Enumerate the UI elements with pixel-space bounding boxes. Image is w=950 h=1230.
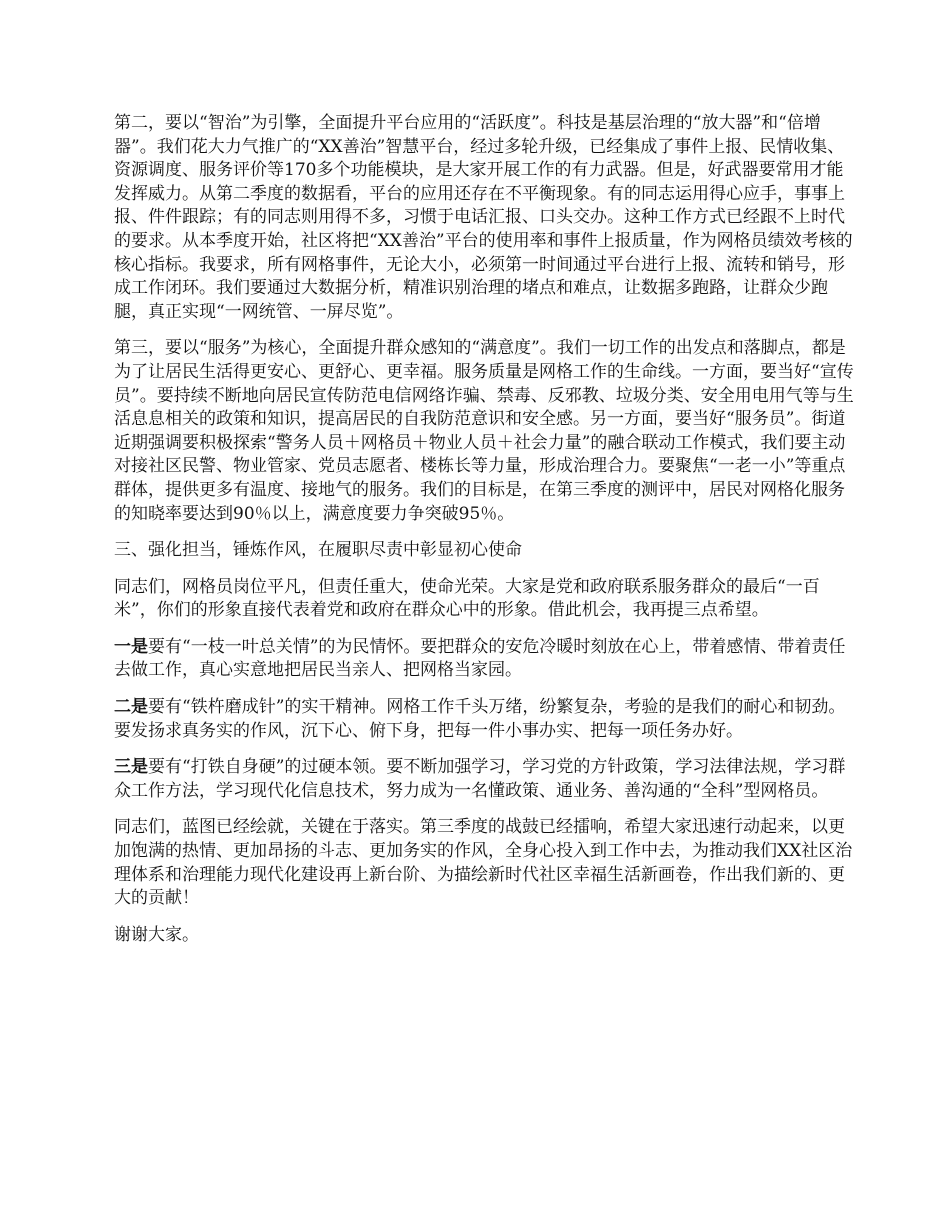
lead-label-one: 一是 <box>114 636 148 657</box>
paragraph-thanks: 谢谢大家。 <box>114 924 199 945</box>
paragraph-closing: 同志们，蓝图已经绘就，关键在于落实。第三季度的战鼓已经擂响，希望大家迅速行动起来，以更加饱满的热情、更加昂扬的斗志、更加务实的作风，全身心投入到工作中去，为推动我们XX社区治理体系和治理能力现代化建设再上新台阶、为描绘新时代社区幸福生活新画卷，作出我们新的、更大的贡献！ <box>114 817 853 909</box>
lead-label-three: 三是 <box>114 757 148 778</box>
paragraph-hope-two <box>114 696 854 743</box>
paragraph-hope-three-text: 要有“打铁自身硬”的过硬本领。要不断加强学习，学习党的方针政策，学习法律法规，学习群众工作方法，学习现代化信息技术，努力成为一名懂政策、通业务、善沟通的“全科”型网格员。 <box>114 757 846 801</box>
paragraph-hope-one-text: 要有“一枝一叶总关情”的为民情怀。要把群众的安危冷暖时刻放在心上，带着感情、带着责任去做工作，真心实意地把居民当亲人、把网格当家园。 <box>114 636 846 681</box>
paragraph-smart-governance: 第二，要以“智治”为引擎，全面提升平台应用的“活跃度”。科技是基层治理的“放大器”和“倍增器”。我们花大力气推广的“XX善治”智慧平台，经过多轮升级，已经集成了事件上报、民情收集、资源调度、服务评价等170多个功能模块，是大家开展工作的有力武器。但是，好武器要常用才能发挥威力。从第二季度的数据看，平台的应用还存在不平衡现象。有的同志运用得心应手，事事上报、件件跟踪；有的同志则用得不多，习惯于电话汇报、口头交办。这种工作方式已经跟不上时代的要求。从本季度开始，社区将把“XX善治”平台的使用率和事件上报质量，作为网格员绩效考核的核心指标。我要求，所有网格事件，无论大小，必须第一时间通过平台进行上报、流转和销号，形成工作闭环。我们要通过大数据分析，精准识别治理的堵点和难点，让数据多跑路，让群众少跑腿，真正实现“一网统管、一屏尽览”。 <box>114 113 853 322</box>
paragraph-hope-one <box>114 636 854 683</box>
section-heading-three: 三、强化担当，锤炼作风，在履职尽责中彰显初心使命 <box>114 540 522 561</box>
paragraph-service-core: 第三，要以“服务”为核心，全面提升群众感知的“满意度”。我们一切工作的出发点和落脚点，都是为了让居民生活得更安心、更舒心、更幸福。服务质量是网格工作的生命线。一方面，要当好“宣传员”。要持续不断地向居民宣传防范电信网络诈骗、禁毒、反邪教、垃圾分类、安全用电用气等与生活息息相关的政策和知识，提高居民的自我防范意识和安全感。另一方面，要当好“服务员”。街道近期强调要积极探索“警务人员＋网格员＋物业人员＋社会力量”的融合联动工作模式，我们要主动对接社区民警、物业管家、党员志愿者、楼栋长等力量，形成治理合力。要聚焦“一老一小”等重点群体，提供更多有温度、接地气的服务。我们的目标是，在第三季度的测评中，居民对网格化服务的知晓率要达到90％以上，满意度要力争突破95％。 <box>114 338 854 524</box>
paragraph-hope-three <box>114 756 854 803</box>
document-page <box>114 112 854 960</box>
lead-label-two: 二是 <box>114 697 148 718</box>
paragraph-hope-two-text: 要有“铁杵磨成针”的实干精神。网格工作千头万绪，纷繁复杂，考验的是我们的耐心和韧劲。要发扬求真务实的作风，沉下心、俯下身，把每一件小事办实、把每一项任务办好。 <box>114 697 846 741</box>
paragraph-expectations-intro: 同志们，网格员岗位平凡，但责任重大，使命光荣。大家是党和政府联系服务群众的最后“一百米”，你们的形象直接代表着党和政府在群众心中的形象。借此机会，我再提三点希望。 <box>114 576 820 621</box>
